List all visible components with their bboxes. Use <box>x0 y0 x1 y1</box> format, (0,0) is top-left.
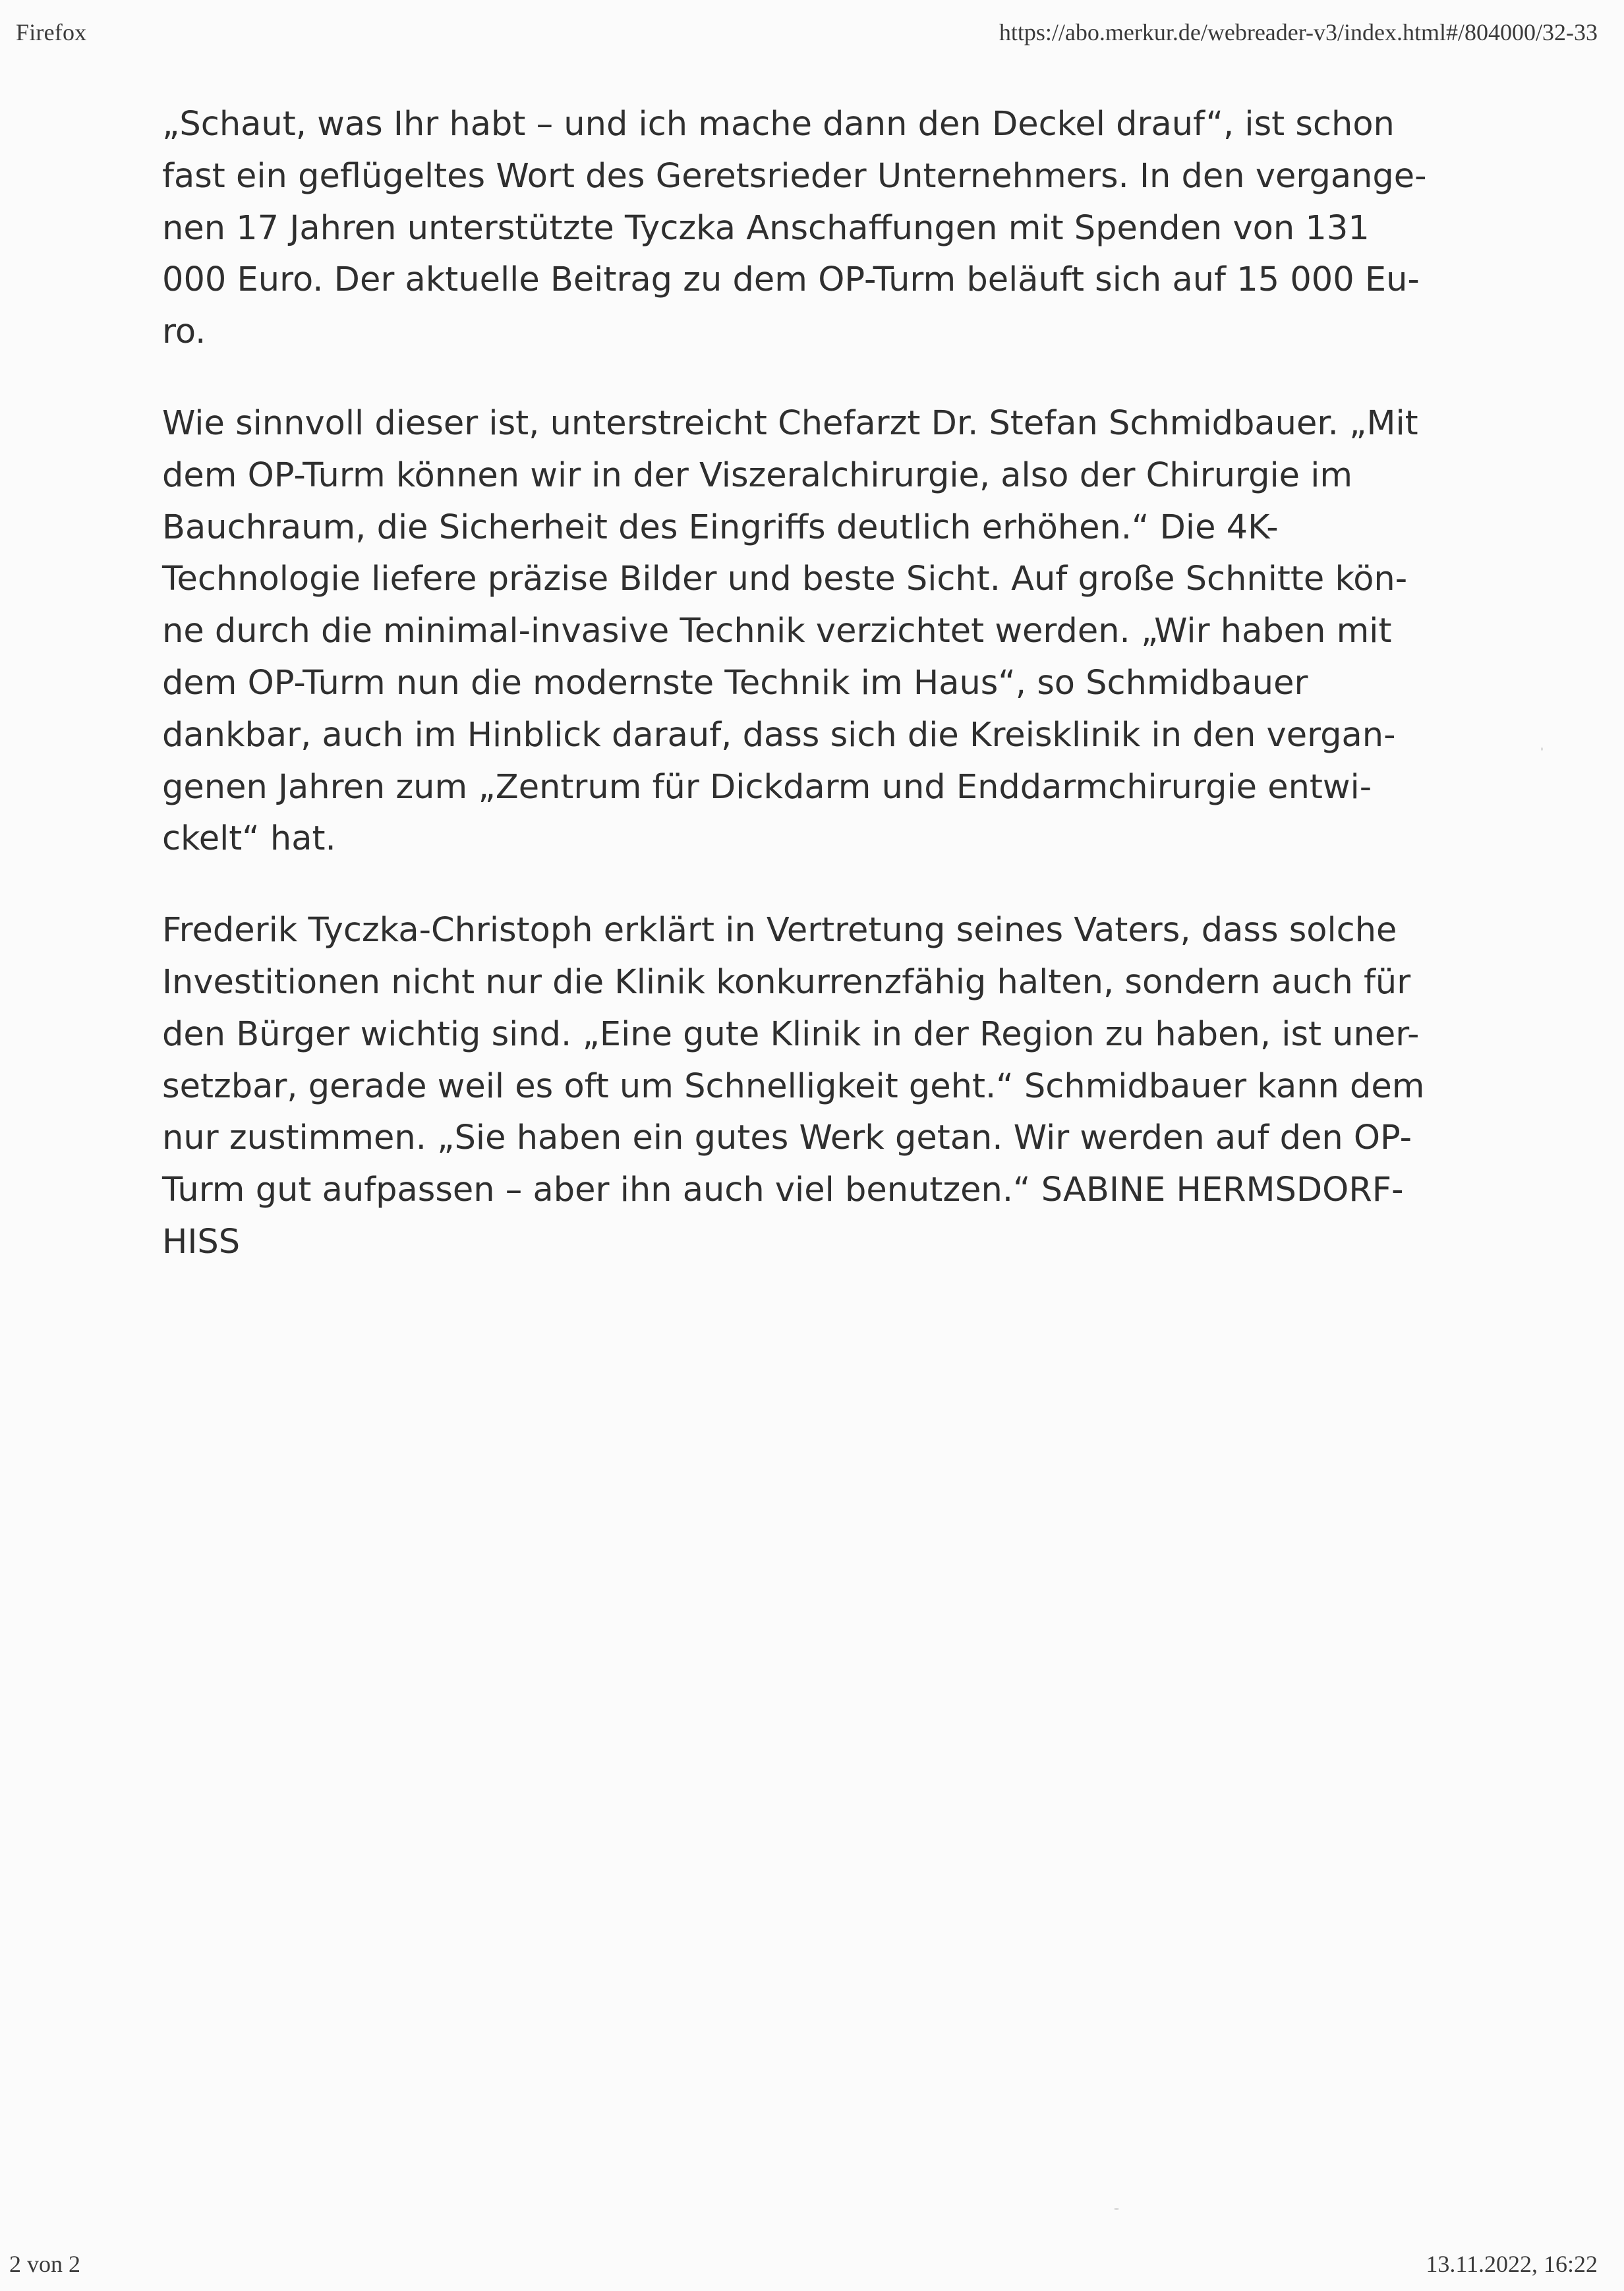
text-line: nur zustimmen. „Sie haben ein gutes Werk getan. Wir werden auf den OP- <box>162 1118 1412 1158</box>
text-line: den Bürger wichtig sind. „Eine gute Klinik in der Region zu haben, ist uner- <box>162 1014 1420 1054</box>
text-line: „Schaut, was Ihr habt – und ich mache dann den Deckel drauf“, ist schon <box>162 105 1395 144</box>
text-line: Turm gut aufpassen – aber ihn auch viel benutzen.“ SABINE HERMSDORF- <box>162 1171 1404 1210</box>
text-line: nen 17 Jahren unterstützte Tyczka Anschaffungen mit Spenden von 131 <box>162 208 1370 248</box>
scan-speck <box>1114 2208 1119 2210</box>
article-body <box>162 99 1467 1308</box>
page-indicator: 2 von 2 <box>9 2251 80 2277</box>
text-line: dem OP-Turm nun die modernste Technik im Haus“, so Schmidbauer <box>162 663 1308 703</box>
text-line: Wie sinnvoll dieser ist, unterstreicht Chefarzt Dr. Stefan Schmidbauer. „Mit <box>162 403 1418 443</box>
page-url: https://abo.merkur.de/webreader-v3/index.html#/804000/32-33 <box>999 19 1598 45</box>
scan-speck <box>1541 747 1543 751</box>
text-line: ne durch die minimal-invasive Technik verzichtet werden. „Wir haben mit <box>162 612 1392 651</box>
text-line: fast ein geflügeltes Wort des Geretsrieder Unternehmers. In den vergange- <box>162 156 1427 196</box>
text-line: Frederik Tyczka-Christoph erklärt in Vertretung seines Vaters, dass solche <box>162 911 1397 950</box>
text-line: dem OP-Turm können wir in der Viszeralchirurgie, also der Chirurgie im <box>162 455 1353 495</box>
text-line: setzbar, gerade weil es oft um Schnelligkeit geht.“ Schmidbauer kann dem <box>162 1066 1425 1106</box>
text-line: 000 Euro. Der aktuelle Beitrag zu dem OP-Turm beläuft sich auf 15 000 Eu- <box>162 260 1420 300</box>
text-line: Bauchraum, die Sicherheit des Eingriffs deutlich erhöhen.“ Die 4K- <box>162 508 1279 547</box>
text-line: HISS <box>162 1222 241 1262</box>
article-paragraph-3 <box>162 905 1467 1269</box>
text-line: ckelt“ hat. <box>162 819 336 859</box>
text-line: dankbar, auch im Hinblick darauf, dass sich die Kreisklinik in den vergan- <box>162 715 1396 755</box>
browser-name: Firefox <box>16 19 87 45</box>
article-paragraph-1 <box>162 99 1467 359</box>
text-line: Investitionen nicht nur die Klinik konkurrenzfähig halten, sondern auch für <box>162 962 1411 1002</box>
print-timestamp: 13.11.2022, 16:22 <box>1426 2251 1598 2277</box>
text-line: Technologie liefere präzise Bilder und beste Sicht. Auf große Schnitte kön- <box>162 560 1408 599</box>
article-paragraph-2 <box>162 398 1467 865</box>
text-line: ro. <box>162 312 206 352</box>
text-line: genen Jahren zum „Zentrum für Dickdarm und Enddarmchirurgie entwi- <box>162 767 1372 807</box>
